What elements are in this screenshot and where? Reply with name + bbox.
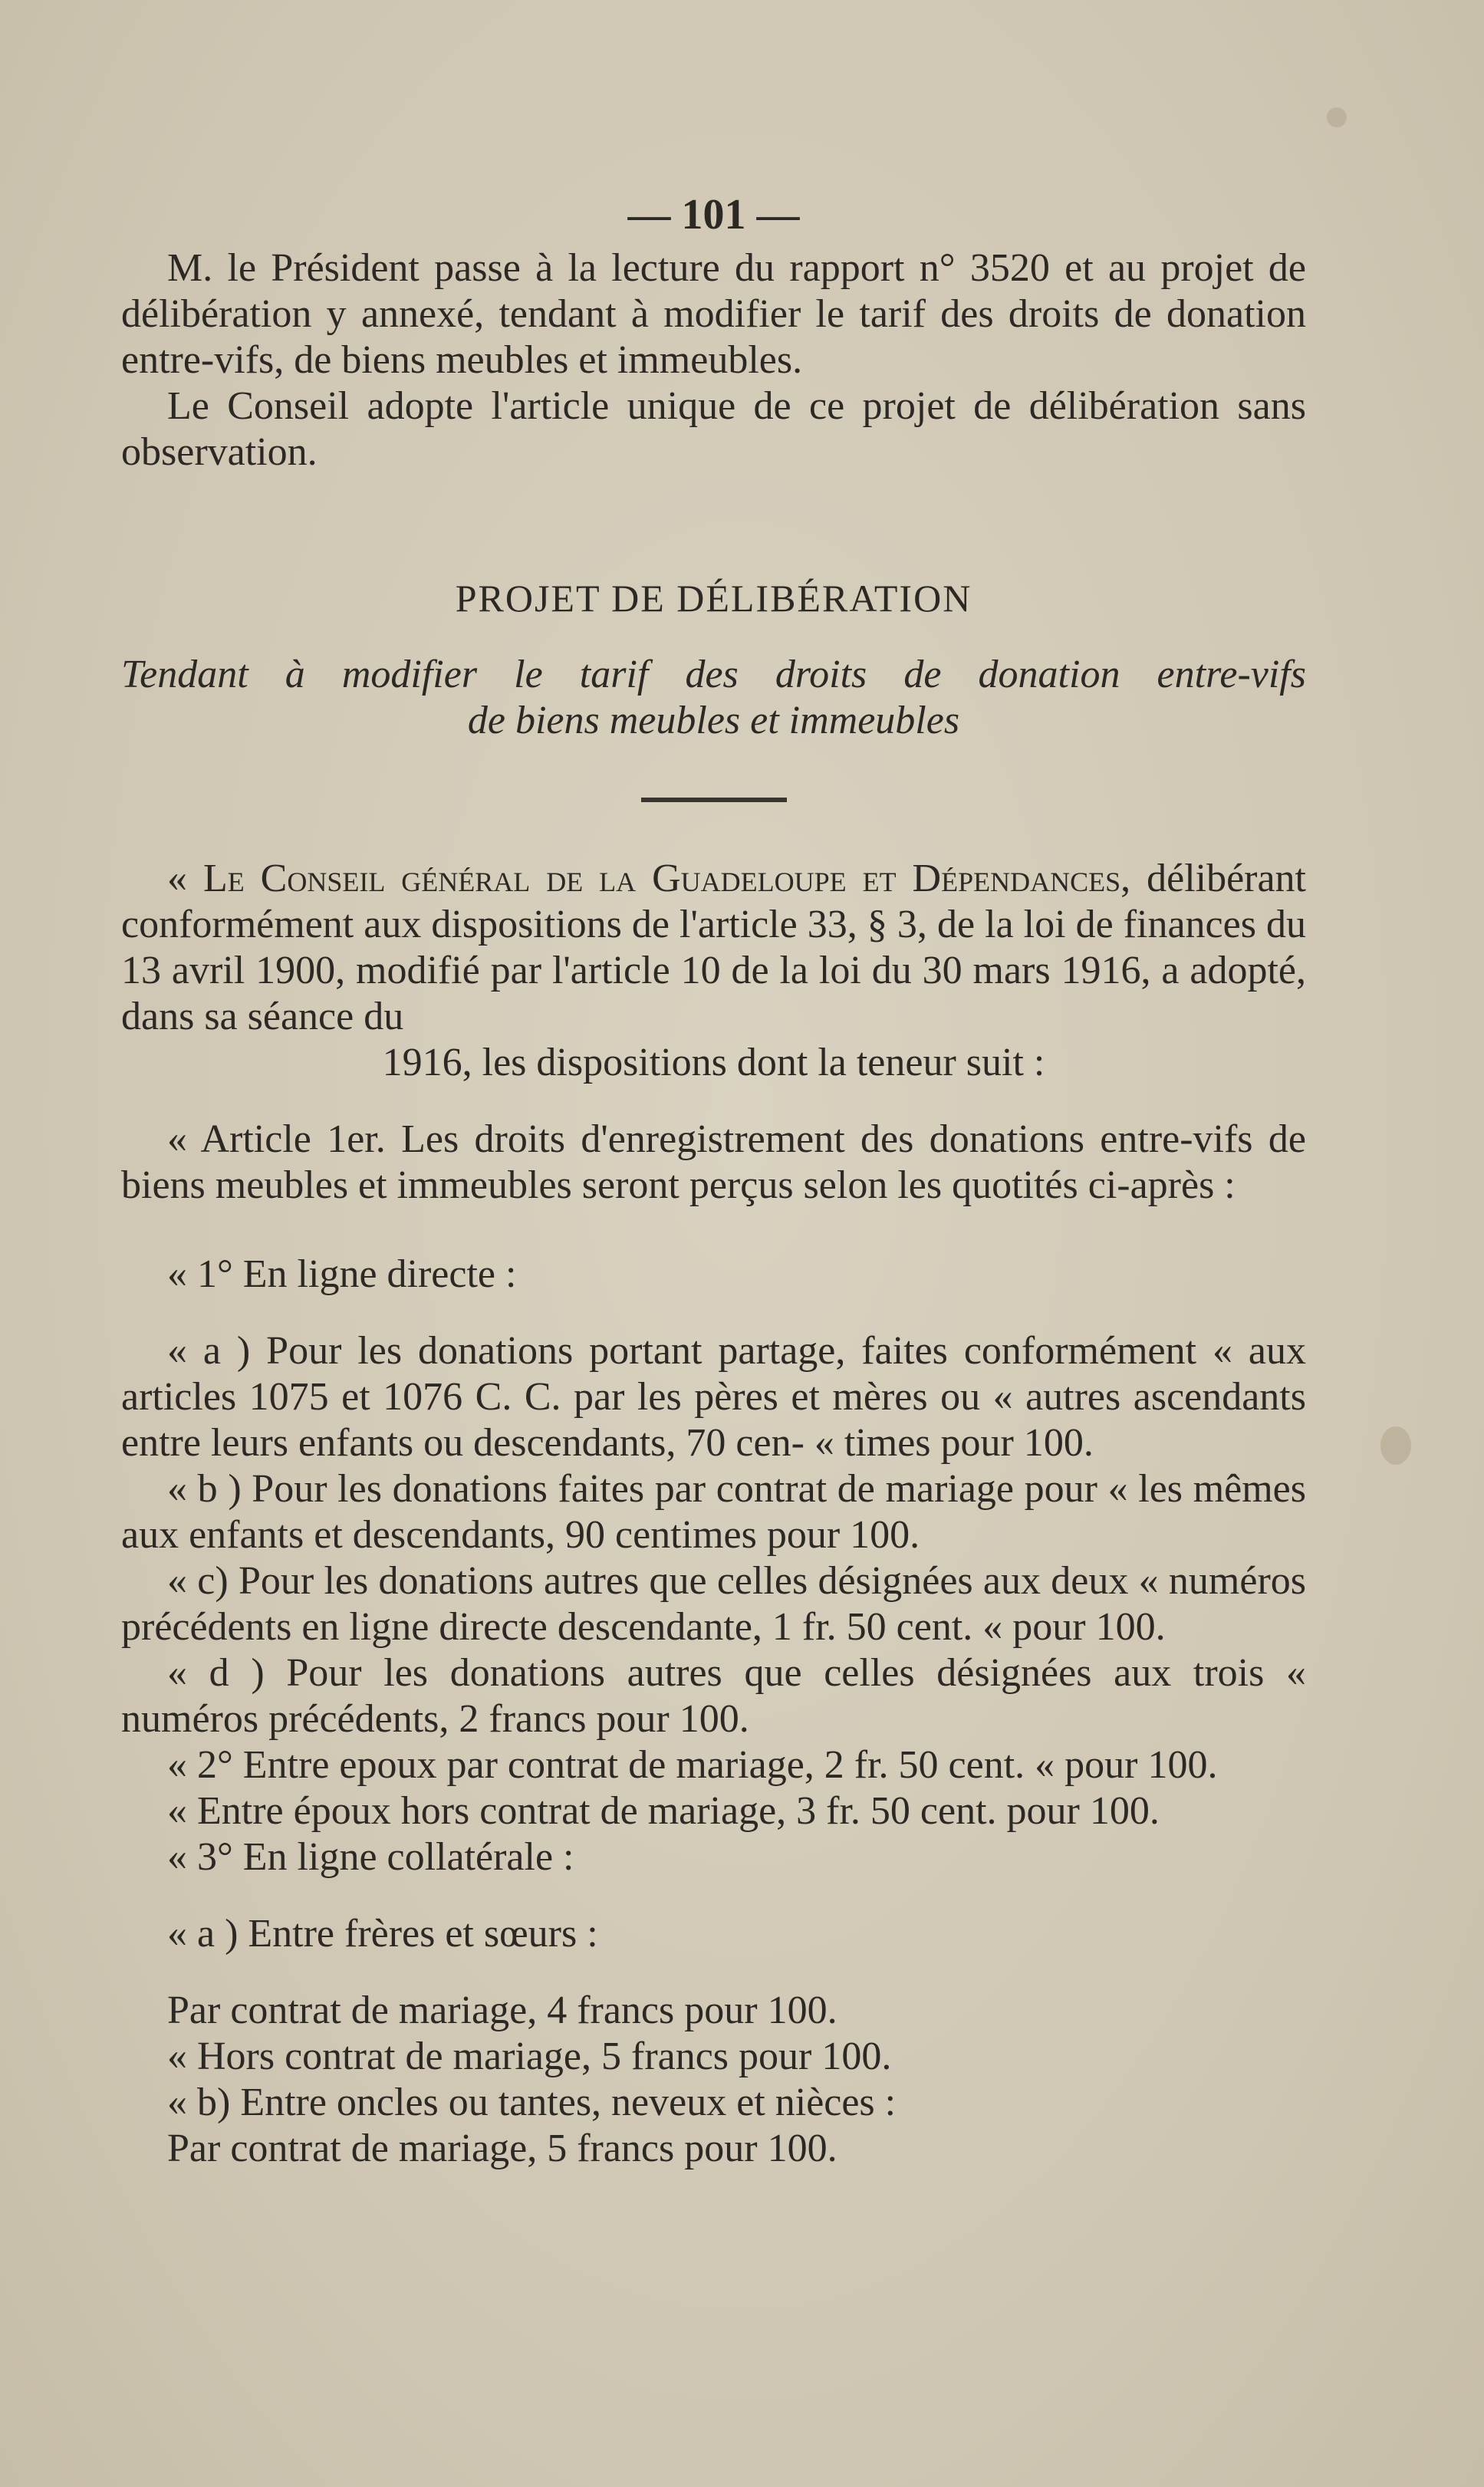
- siblings-heading: « a ) Entre frères et sœurs :: [167, 1912, 598, 1956]
- paper-stain: [1327, 107, 1347, 127]
- preamble-end: 1916, les dispositions dont la teneur suit :: [382, 1041, 1045, 1084]
- intro-paragraph: M. le Président passe à la lecture du rapport n° 3520 et au projet de délibération y annexé, tendant à modifier le tarif des droits de donation entre-vifs, de biens meubles et immeubles.: [121, 246, 1306, 382]
- item-c: « c) Pour les donations autres que celles désignées aux deux « numéros précédents en ligne directe descendante, 1 fr. 50 cent. « pour 100.: [121, 1559, 1306, 1649]
- article-1: « Article 1er. Les droits d'enregistrement des donations entre-vifs de biens meubles et immeubles seront perçus selon les quotités ci-après :: [121, 1117, 1306, 1207]
- deliberation-subtitle: [121, 652, 1306, 744]
- siblings-no-contract: « Hors contrat de mariage, 5 francs pour 100.: [167, 2035, 892, 2078]
- uncles-contract: Par contrat de mariage, 5 francs pour 100.: [167, 2127, 837, 2170]
- adoption-paragraph: Le Conseil adopte l'article unique de ce projet de délibération sans observation.: [121, 384, 1306, 474]
- section-divider: [641, 798, 787, 802]
- preamble-lead: « Le Conseil général de la Guadeloupe et Dépendances,: [167, 857, 1131, 900]
- page-content: [121, 184, 1306, 2172]
- uncles-heading: « b) Entre oncles ou tantes, neveux et nièces :: [167, 2081, 897, 2124]
- siblings-contract: Par contrat de mariage, 4 francs pour 100.: [167, 1989, 837, 2032]
- item-b: « b ) Pour les donations faites par contrat de mariage pour « les mêmes aux enfants et descendants, 90 centimes pour 100.: [121, 1467, 1306, 1557]
- preamble-text: délibérant conformément aux dispositions de l'article 33, § 3, de la loi de finances du 13 avril 1900, modifié par l'article 10 de la loi du 30 mars 1916, a adopté, dans sa séance du: [121, 857, 1307, 1038]
- direct-line-heading: « 1° En ligne directe :: [167, 1252, 517, 1296]
- paper-stain: [1380, 1426, 1411, 1465]
- subtitle-line-1: Tendant à modifier le tarif des droits de donation entre-vifs: [121, 653, 1306, 696]
- page-number: — 101 —: [627, 191, 800, 239]
- preamble-paragraph: [121, 856, 1306, 1040]
- collateral-heading: « 3° En ligne collatérale :: [167, 1835, 574, 1879]
- item-a: « a ) Pour les donations portant partage, faites conformément « aux articles 1075 et 1076 C. C. par les pères et mères ou « autres ascendants entre leurs enfants ou descendants, 70 cen- « times pour 100.: [121, 1329, 1306, 1465]
- subtitle-line-2: de biens meubles et immeubles: [467, 699, 960, 742]
- deliberation-title: PROJET DE DÉLIBÉRATION: [455, 577, 972, 620]
- spouses-no-contract: « Entre époux hors contrat de mariage, 3 fr. 50 cent. pour 100.: [167, 1789, 1160, 1833]
- spouses-contract: « 2° Entre epoux par contrat de mariage, 2 fr. 50 cent. « pour 100.: [167, 1743, 1218, 1787]
- item-d: « d ) Pour les donations autres que celles désignées aux trois « numéros précédents, 2 francs pour 100.: [121, 1651, 1306, 1741]
